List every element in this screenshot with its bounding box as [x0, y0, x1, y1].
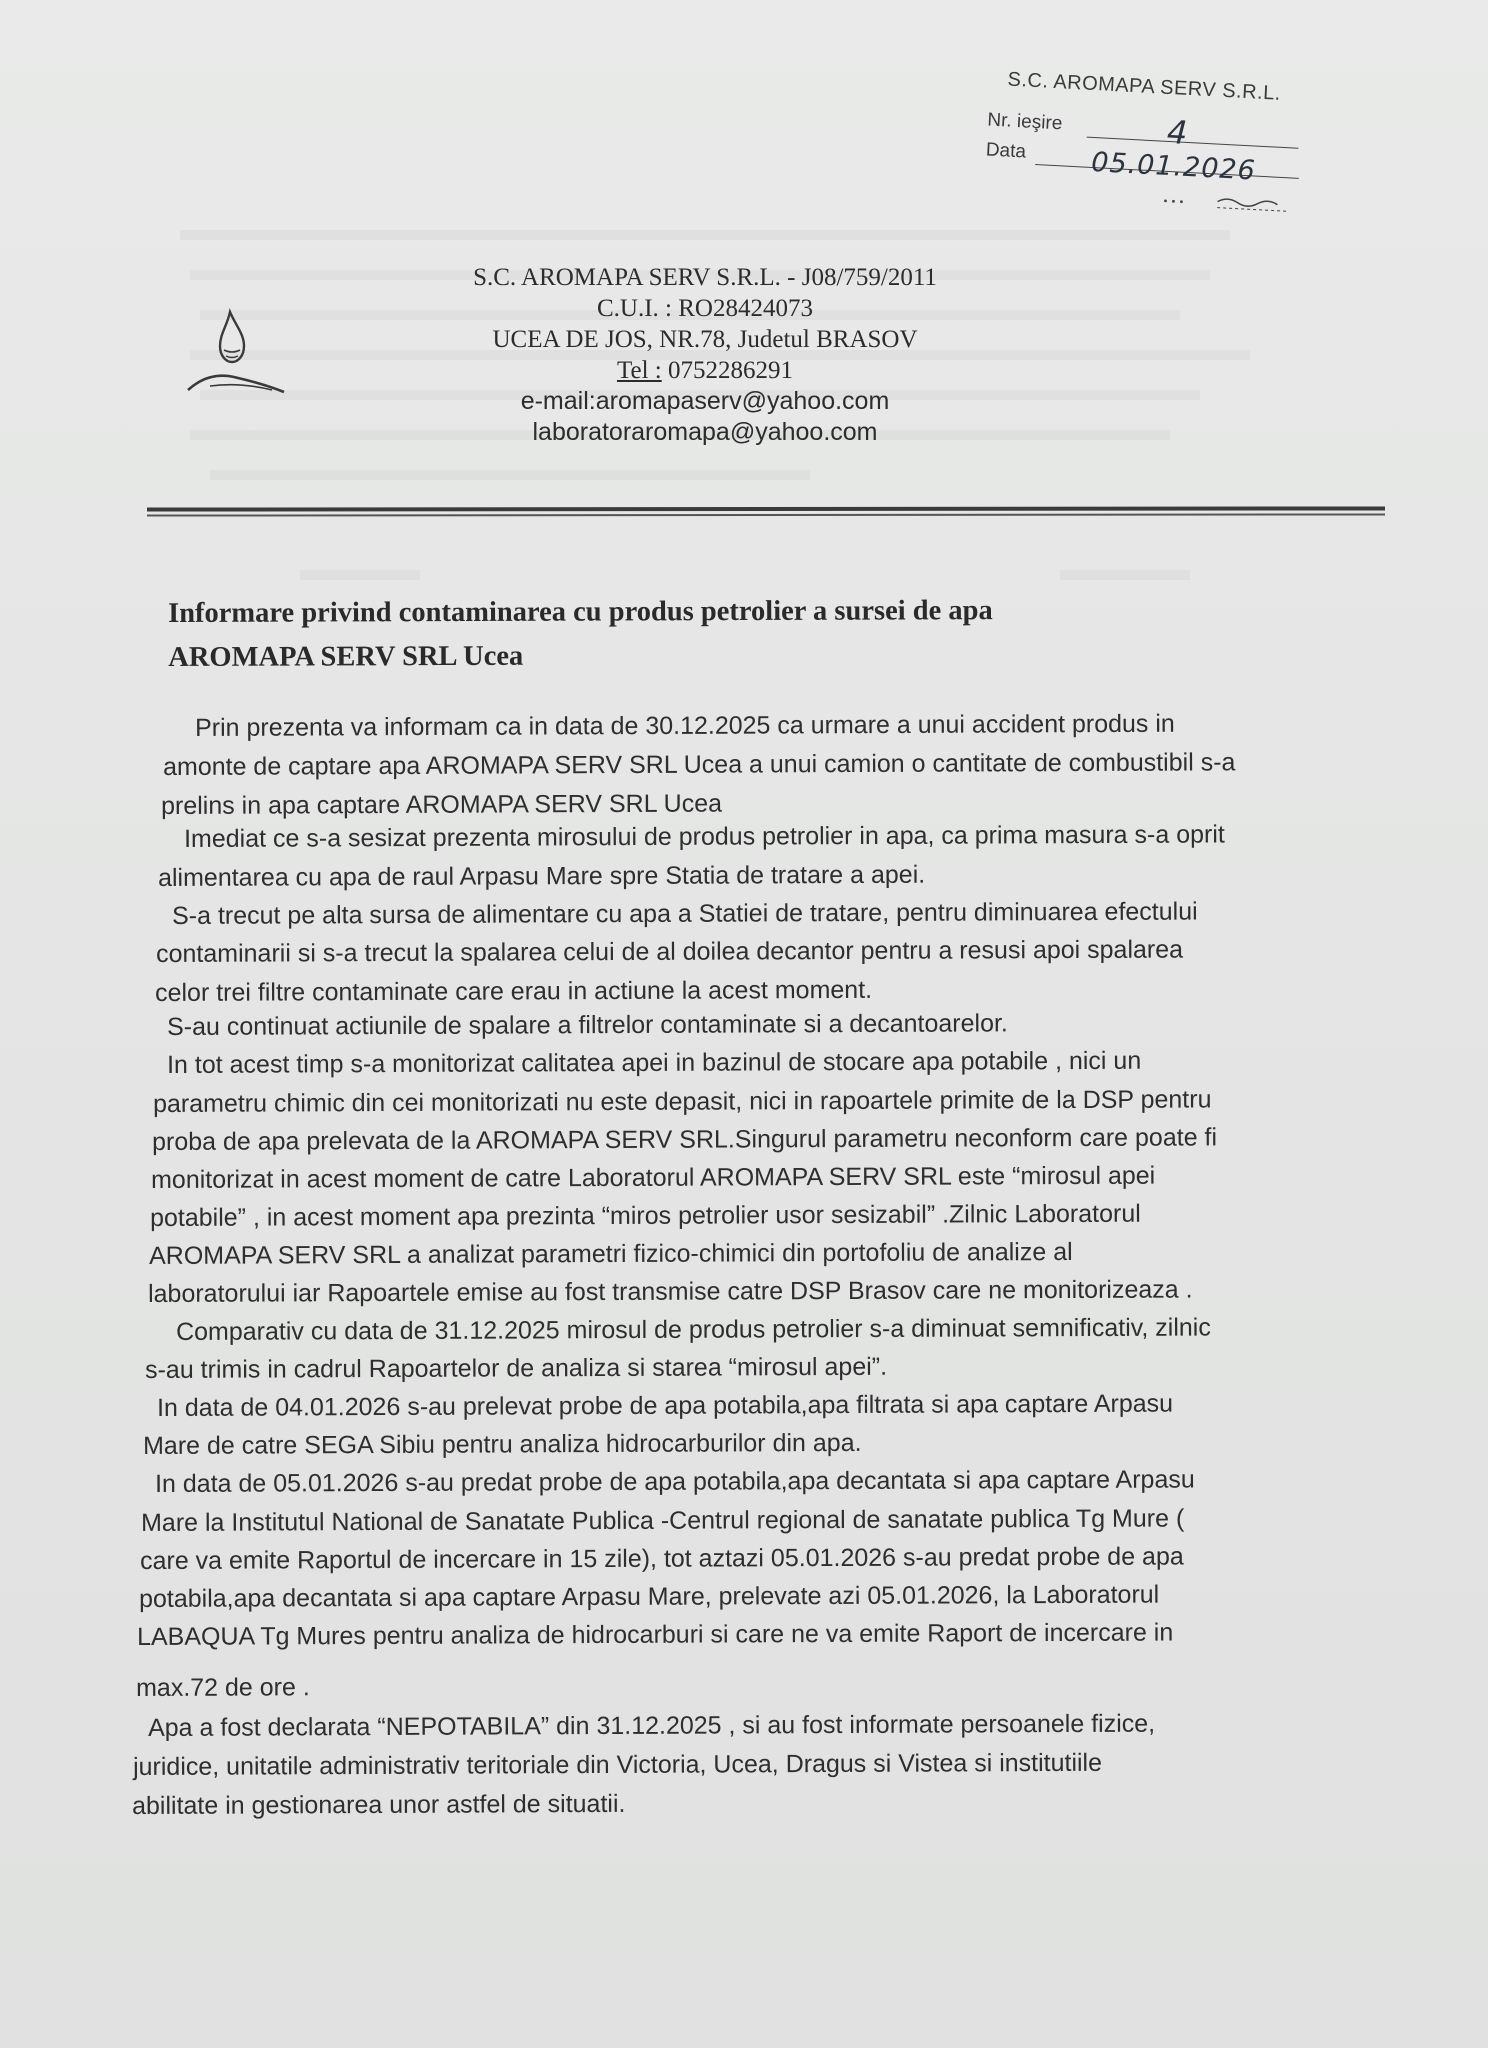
title-line-2: AROMAPA SERV SRL Ucea: [168, 640, 524, 673]
body-line: S-au continuat actiunile de spalare a filtrelor contaminate si a decantoarelor.: [167, 1009, 1008, 1041]
body-line: monitorizat in acest moment de catre Laboratorul AROMAPA SERV SRL este “mirosul apei: [151, 1161, 1156, 1194]
body-line: Mare la Institutul National de Sanatate Publica -Centrul regional de sanatate publica Tg Mure (: [141, 1504, 1185, 1537]
body-line: Comparativ cu data de 31.12.2025 mirosul de produs petrolier s-a diminuat semnificativ, zilnic: [176, 1313, 1211, 1346]
body-line: proba de apa prelevata de la AROMAPA SERV SRL.Singurul parametru neconform care poate fi: [152, 1123, 1218, 1156]
body-line: prelins in apa captare AROMAPA SERV SRL Ucea: [161, 789, 723, 820]
body-line: S-a trecut pe alta sursa de alimentare cu apa a Statiei de tratare, pentru diminuarea efectului: [172, 897, 1198, 930]
body-line: laboratorului iar Rapoartele emise au fost transmise catre DSP Brasov care ne monitorizeaza .: [148, 1275, 1193, 1308]
body-line: alimentarea cu apa de raul Arpasu Mare spre Statia de tratare a apei.: [158, 860, 926, 892]
body-line: s-au trimis in cadrul Rapoartelor de analiza si starea “mirosul apei”.: [145, 1352, 888, 1384]
stamp-nr-value: 4: [1166, 112, 1189, 152]
letterhead-address: UCEA DE JOS, NR.78, Judetul BRASOV: [492, 326, 918, 353]
body-line: In tot acest timp s-a monitorizat calitatea apei in bazinul de stocare apa potabile , nici un: [167, 1046, 1142, 1079]
body-line: juridice, unitatile administrativ teritoriale din Victoria, Ucea, Dragus si Vistea si institutiile: [133, 1748, 1103, 1781]
letterhead-cui: C.U.I. : RO28424073: [597, 295, 813, 322]
letterhead-email-1: e-mail:aromapaserv@yahoo.com: [520, 387, 890, 415]
stamp-date-label: Data: [985, 139, 1027, 163]
letterhead-phone-label: Tel :: [616, 357, 662, 384]
body-line: care va emite Raportul de incercare in 15 zile), tot aztazi 05.01.2026 s-au predat probe de apa: [140, 1542, 1184, 1575]
body-line: Apa a fost declarata “NEPOTABILA” din 31.12.2025 , si au fost informate persoanele fizice,: [148, 1709, 1156, 1742]
letterhead-email-2: laboratoraromapa@yahoo.com: [532, 418, 878, 446]
body-line: potabila,apa decantata si apa captare Arpasu Mare, prelevate azi 05.01.2026, la Laboratorul: [139, 1580, 1160, 1613]
body-line: Prin prezenta va informam ca in data de 30.12.2025 ca urmare a unui accident produs in: [195, 709, 1175, 742]
title-line-1: Informare privind contaminarea cu produs petrolier a sursei de apa: [168, 595, 993, 629]
body-line: Mare de catre SEGA Sibiu pentru analiza hidrocarburilor din apa.: [143, 1428, 862, 1460]
body-line: AROMAPA SERV SRL a analizat parametri fizico-chimici din portofoliu de analize al: [149, 1237, 1073, 1270]
letterhead-phone-value: 0752286291: [661, 357, 793, 384]
stamp-nr-label: Nr. ieşire: [986, 109, 1063, 135]
body-line: In data de 04.01.2026 s-au prelevat probe de apa potabila,apa filtrata si apa captare Arpasu: [157, 1389, 1174, 1422]
body-line: abilitate in gestionarea unor astfel de situatii.: [132, 1789, 626, 1820]
body-line: potabile” , in acest moment apa prezinta “miros petrolier usor sesizabil” .Zilnic Laboratorul: [150, 1199, 1141, 1232]
body-line: contaminarii si s-a trecut la spalarea celui de al doilea decantor pentru a resusi apoi spalarea: [156, 935, 1184, 968]
body-line: celor trei filtre contaminate care erau in actiune la acest moment.: [155, 975, 873, 1007]
body-line: parametru chimic din cei monitorizati nu este depasit, nici in rapoartele primite de la DSP pentru: [153, 1085, 1212, 1118]
letterhead-company: S.C. AROMAPA SERV S.R.L. - J08/759/2011: [473, 264, 937, 291]
body-line: amonte de captare apa AROMAPA SERV SRL Ucea a unui camion o cantitate de combustibil s-a: [163, 748, 1236, 781]
body-line: In data de 05.01.2026 s-au predat probe de apa potabila,apa decantata si apa captare Arpasu: [155, 1465, 1195, 1498]
body-line: max.72 de ore .: [136, 1673, 310, 1702]
stamp-date-value: 05.01.2026: [1090, 146, 1257, 187]
body-line: Imediat ce s-a sesizat prezenta mirosului de produs petrolier in apa, ca prima masura s-a oprit: [184, 820, 1225, 853]
stamp-company: S.C. AROMAPA SERV S.R.L.: [1007, 68, 1282, 105]
body-line: LABAQUA Tg Mures pentru analiza de hidrocarburi si care ne va emite Raport de incercare in: [137, 1618, 1174, 1651]
